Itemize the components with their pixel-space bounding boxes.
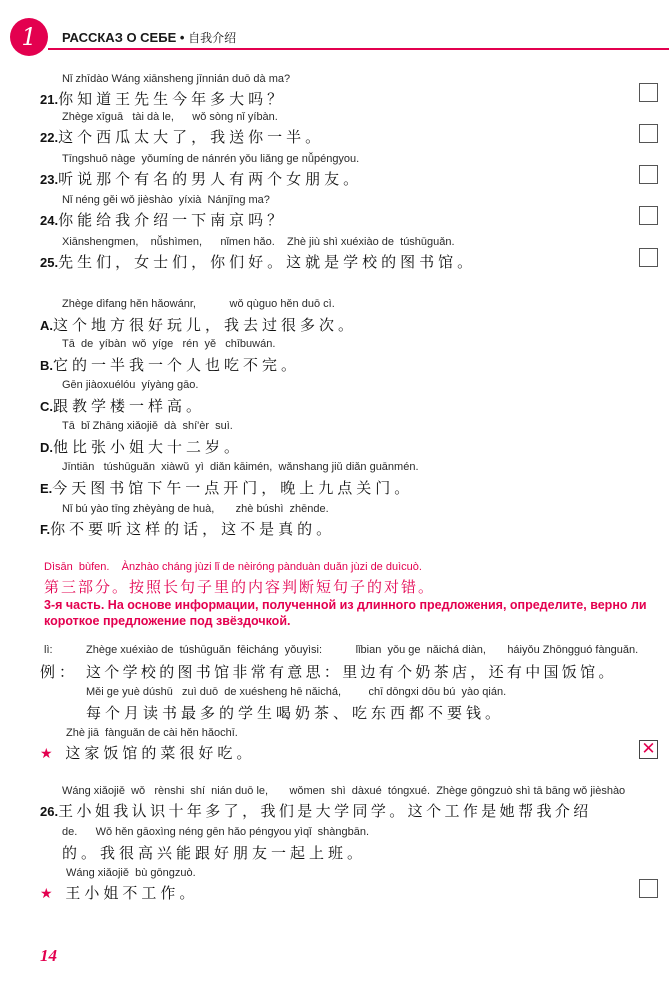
q26-star-hanzi: 王小姐不工作。 [65, 884, 199, 902]
q23-text [40, 168, 362, 189]
example-line1-pinyin: Zhège xuéxiào de túshūguǎn fēicháng yǒuyìsi: lǐbian yǒu ge nǎichá diàn, háiyǒu Zhōngguó fànguǎn. [86, 644, 639, 656]
option-f-letter: F. [40, 522, 51, 537]
star-icon: ★ [40, 746, 57, 762]
option-e-hanzi: 今天图书馆下午一点开门，晚上九点关门。 [52, 479, 414, 497]
example-label-hanzi: 例： [40, 663, 79, 681]
option-d-pinyin: Tā bǐ Zhāng xiǎojiě dà shí'èr suì. [62, 420, 233, 432]
q26-line1 [40, 800, 592, 821]
option-b-letter: B. [40, 358, 53, 373]
q24-checkbox[interactable] [639, 206, 658, 225]
section3-ru-line2: короткое предложение под звёздочкой. [44, 614, 291, 628]
q26-line2-hanzi: 的。我很高兴能跟好朋友一起上班。 [62, 844, 367, 862]
q25-text [40, 251, 476, 272]
option-e-pinyin: Jīntiān túshūguǎn xiàwǔ yì diǎn kāimén, wǎnshang jiǔ diǎn guānmén. [62, 461, 419, 473]
option-a-letter: A. [40, 318, 53, 333]
option-f-text [40, 518, 335, 539]
page-number: 14 [40, 946, 57, 965]
option-d-letter: D. [40, 440, 53, 455]
q22-checkbox[interactable] [639, 124, 658, 143]
option-c-pinyin: Gēn jiàoxuélóu yíyàng gāo. [62, 379, 199, 391]
section3-pinyin: Dìsān bùfen. Ànzhào cháng jùzi lǐ de nèiróng pànduàn duǎn jùzi de duìcuò. [44, 561, 422, 573]
title-bullet: • [179, 30, 185, 45]
q26-line2-pinyin: de. Wǒ hěn gāoxìng néng gēn hǎo péngyou yìqǐ shàngbān. [62, 826, 370, 838]
chapter-title [62, 29, 236, 46]
cross-mark-icon: ✕ [641, 739, 656, 759]
q23-number: 23. [40, 172, 59, 187]
q26-line1-hanzi: 王小姐我认识十年多了，我们是大学同学。这个工作是她帮我介绍 [58, 802, 592, 820]
option-c-hanzi: 跟教学楼一样高。 [53, 397, 206, 415]
example-checkbox[interactable] [639, 740, 658, 759]
option-a-text [40, 314, 357, 335]
q21-number: 21. [40, 92, 59, 107]
q26-star-pinyin: Wáng xiǎojiě bù gōngzuò. [66, 867, 196, 879]
option-e-letter: E. [40, 481, 53, 496]
chapter-title-cn: 自我介绍 [188, 31, 237, 45]
option-f-pinyin: Nǐ bú yào tīng zhèyàng de huà, zhè búshì zhēnde. [62, 503, 329, 515]
example-line2-pinyin: Měi ge yuè dúshū zuì duō de xuésheng hē nǎichá, chī dōngxi dōu bú yào qián. [86, 686, 507, 698]
q21-hanzi: 你知道王先生今年多大吗？ [58, 90, 287, 108]
example-star-pinyin: Zhè jiā fànguǎn de cài hěn hǎochī. [66, 727, 238, 739]
q24-hanzi: 你能给我介绍一下南京吗？ [58, 211, 287, 229]
q22-text [40, 126, 324, 147]
q23-pinyin: Tīngshuō nàge yǒumíng de nánrén yǒu liǎng ge nǚpéngyou. [62, 153, 360, 165]
header-rule [48, 48, 669, 50]
q23-hanzi: 听说那个有名的男人有两个女朋友。 [58, 170, 363, 188]
q26-line1-pinyin: Wáng xiǎojiě wǒ rènshi shí nián duō le, wǒmen shì dàxué tóngxué. Zhège gōngzuò shì tā bāng wǒ jièshào [62, 785, 626, 797]
option-b-text [40, 354, 300, 375]
q24-text [40, 209, 286, 230]
q26-number: 26. [40, 804, 59, 819]
option-c-text [40, 395, 205, 416]
option-b-pinyin: Tā de yíbàn wǒ yíge rén yě chībuwán. [62, 338, 276, 350]
chapter-badge: 1 [10, 18, 48, 56]
q24-pinyin: Nǐ néng gěi wǒ jièshào yíxià Nánjīng ma? [62, 194, 270, 206]
option-d-hanzi: 他比张小姐大十二岁。 [53, 438, 244, 456]
option-a-pinyin: Zhège dìfang hěn hǎowánr, wǒ qùguo hěn duō cì. [62, 298, 335, 310]
option-a-hanzi: 这个地方很好玩儿，我去过很多次。 [53, 316, 358, 334]
q22-pinyin: Zhège xīguā tài dà le, wǒ sòng nǐ yíbàn. [62, 111, 278, 123]
q25-checkbox[interactable] [639, 248, 658, 267]
example-line1-hanzi: 这个学校的图书馆非常有意思：里边有个奶茶店，还有中国饭馆。 [86, 663, 617, 681]
example-star-hanzi: 这家饭馆的菜很好吃。 [65, 744, 256, 762]
section3-ru-line1: 3-я часть. На основе информации, полученной из длинного предложения, определите, верно ли [44, 598, 647, 612]
option-c-letter: C. [40, 399, 53, 414]
q25-pinyin: Xiānshengmen, nǚshìmen, nǐmen hǎo. Zhè jiù shì xuéxiào de túshūguǎn. [62, 236, 455, 248]
example-star-line [40, 742, 255, 763]
q25-number: 25. [40, 255, 59, 270]
option-d-text [40, 436, 243, 457]
chapter-title-ru: РАССКАЗ О СЕБЕ [62, 30, 177, 45]
q21-checkbox[interactable] [639, 83, 658, 102]
q22-hanzi: 这个西瓜太大了，我送你一半。 [58, 128, 325, 146]
q22-number: 22. [40, 130, 59, 145]
q24-number: 24. [40, 213, 59, 228]
option-e-text [40, 477, 413, 498]
q23-checkbox[interactable] [639, 165, 658, 184]
q21-text [40, 88, 286, 109]
example-label-pinyin: lì: [44, 644, 53, 656]
q26-checkbox[interactable] [639, 879, 658, 898]
q25-hanzi: 先生们，女士们，你们好。这就是学校的图书馆。 [58, 253, 477, 271]
section3-hanzi: 第三部分。按照长句子里的内容判断短句子的对错。 [44, 578, 436, 596]
option-f-hanzi: 你不要听这样的话，这不是真的。 [50, 520, 336, 538]
example-line2-hanzi: 每个月读书最多的学生喝奶茶、吃东西都不要钱。 [86, 704, 505, 722]
option-b-hanzi: 它的一半我一个人也吃不完。 [53, 356, 301, 374]
q21-pinyin: Nǐ zhīdào Wáng xiānsheng jīnnián duō dà ma? [62, 73, 291, 85]
star-icon: ★ [40, 886, 57, 902]
q26-star-line [40, 882, 198, 903]
